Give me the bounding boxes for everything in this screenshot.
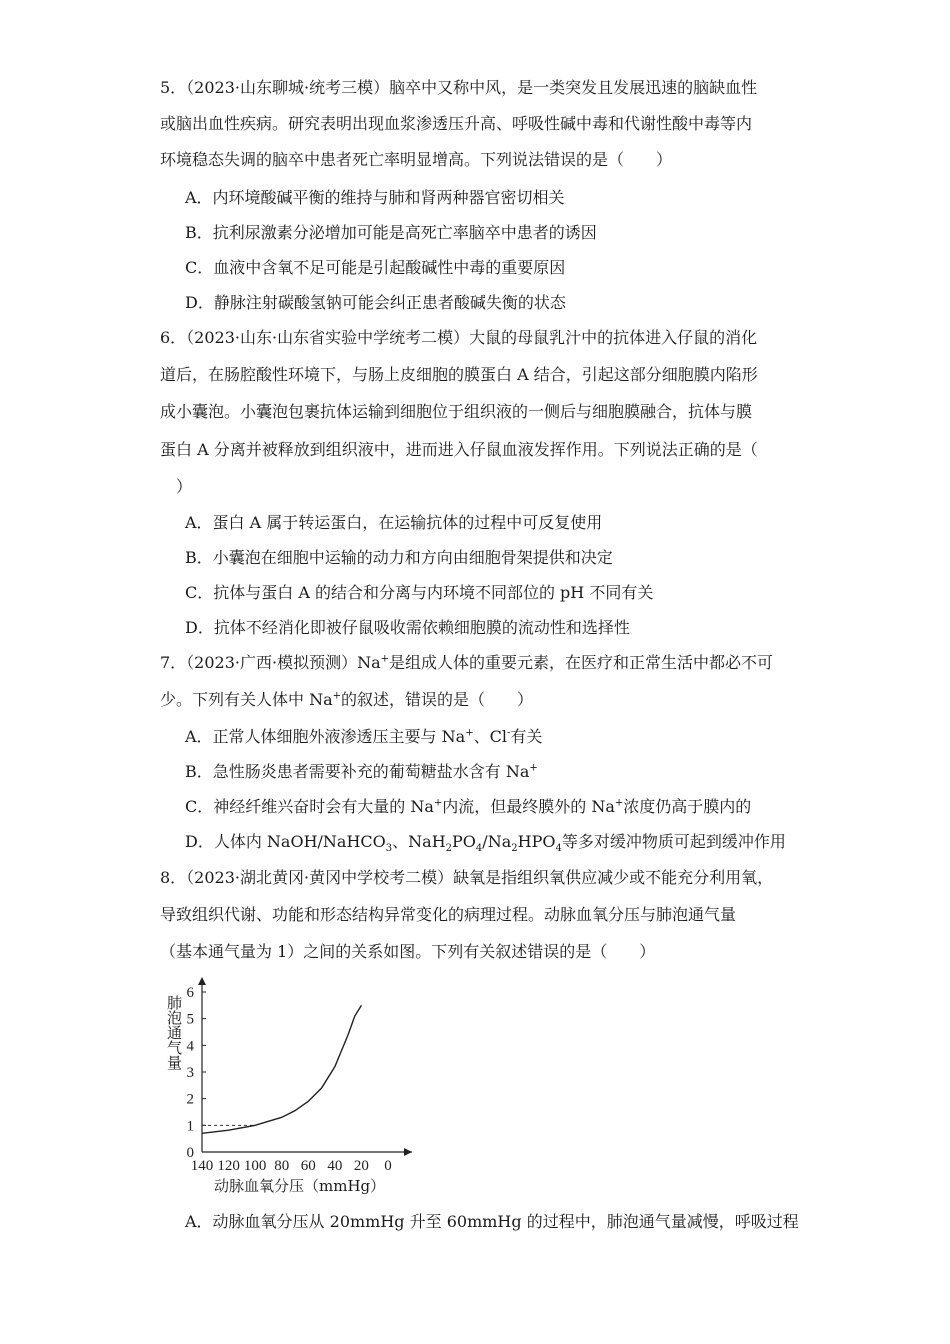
y-tick-label: 0: [186, 1145, 194, 1161]
q5-line-1: 5．（2023·山东聊城·统考三模）脑卒中又称中风，是一类突发且发展迅速的脑缺血性: [160, 78, 758, 97]
q8-line-1: 8．（2023·湖北黄冈·黄冈中学校考二模）缺氧是指组织氧供应减少或不能充分利用氧，: [160, 868, 774, 887]
q7-option-a: A．正常人体细胞外液渗透压主要与 Na+、Cl-有关: [185, 727, 543, 746]
chart-svg: [150, 975, 430, 1175]
q6-option-c: C．抗体与蛋白 A 的结合和分离与内环境不同部位的 pH 不同有关: [185, 583, 654, 602]
x-tick-label: 0: [384, 1158, 392, 1174]
q6-option-b: B．小囊泡在细胞中运输的动力和方向由细胞骨架提供和决定: [185, 548, 613, 567]
y-axis-arrow: [198, 977, 206, 985]
y-axis-label: 肺泡通气量: [165, 995, 183, 1070]
q6-option-a: A．蛋白 A 属于转运蛋白，在运输抗体的过程中可反复使用: [185, 513, 603, 532]
q6-option-d: D．抗体不经消化即被仔鼠吸收需依赖细胞膜的流动性和选择性: [185, 618, 630, 637]
q6-line-4: 蛋白 A 分离并被释放到组织液中，进而进入仔鼠血液发挥作用。下列说法正确的是（: [160, 440, 758, 459]
q6-line-5: ）: [160, 477, 193, 496]
x-tick-label: 120: [217, 1158, 240, 1174]
q5-option-d: D．静脉注射碳酸氢钠可能会纠正患者酸碱失衡的状态: [185, 293, 566, 312]
x-axis-arrow: [404, 1148, 412, 1156]
q5-line-2: 或脑出血性疾病。研究表明出现血浆渗透压升高、呼吸性碱中毒和代谢性酸中毒等内: [160, 114, 753, 133]
q5-option-b: B．抗利尿激素分泌增加可能是高死亡率脑卒中患者的诱因: [185, 223, 597, 242]
y-tick-label: 1: [186, 1118, 194, 1135]
q5-option-c: C．血液中含氧不足可能是引起酸碱性中毒的重要原因: [185, 258, 566, 277]
q7-line-1: 7．（2023·广西·模拟预测）Na+是组成人体的重要元素，在医疗和正常生活中都必不可: [160, 653, 774, 672]
x-tick-label: 60: [300, 1158, 316, 1174]
q7-option-c: C．神经纤维兴奋时会有大量的 Na+内流，但最终膜外的 Na+浓度仍高于膜内的: [185, 797, 752, 816]
q8-line-2: 导致组织代谢、功能和形态结构异常变化的病理过程。动脉血氧分压与肺泡通气量: [160, 905, 737, 924]
y-tick-label: 4: [186, 1038, 194, 1055]
q5-line-3: 环境稳态失调的脑卒中患者死亡率明显增高。下列说法错误的是（ ）: [160, 150, 673, 169]
y-tick-label: 2: [186, 1091, 194, 1108]
ventilation-curve: [202, 1005, 361, 1133]
x-tick-label: 40: [327, 1158, 343, 1174]
q6-line-3: 成小囊泡。小囊泡包裹抗体运输到细胞位于组织液的一侧后与细胞膜融合，抗体与膜: [160, 402, 753, 421]
q7-option-b: B．急性肠炎患者需要补充的葡萄糖盐水含有 Na+: [185, 762, 538, 781]
ventilation-chart: [150, 975, 430, 1200]
x-tick-label: 80: [274, 1158, 290, 1174]
x-tick-label: 140: [190, 1158, 214, 1174]
q8-option-a: A．动脉血氧分压从 20mmHg 升至 60mmHg 的过程中，肺泡通气量减慢，呼吸过程: [185, 1212, 799, 1231]
q6-line-2: 道后，在肠腔酸性环境下，与肠上皮细胞的膜蛋白 A 结合，引起这部分细胞膜内陷形: [160, 365, 758, 384]
q5-option-a: A．内环境酸碱平衡的维持与肺和肾两种器官密切相关: [185, 188, 565, 207]
y-tick-label: 5: [186, 1011, 194, 1028]
x-tick-label: 20: [353, 1158, 369, 1174]
q6-line-1: 6．（2023·山东·山东省实验中学统考二模）大鼠的母鼠乳汁中的抗体进入仔鼠的消化: [160, 328, 758, 347]
y-tick-label: 3: [186, 1065, 194, 1081]
q7-line-2: 少。下列有关人体中 Na+的叙述，错误的是（ ）: [160, 690, 534, 709]
q7-option-d: D．人体内 NaOH/NaHCO$_3$、$NaH_2PO_4/Na_2HPO_4$等多对缓冲物质可起到缓冲作用: [185, 832, 786, 855]
x-axis-label: 动脉血氧分压（mmHg）: [214, 1177, 386, 1195]
y-tick-label: 6: [186, 985, 194, 1001]
q8-line-3: （基本通气量为 1）之间的关系如图。下列有关叙述错误的是（ ）: [160, 942, 656, 961]
x-tick-label: 100: [243, 1158, 267, 1174]
